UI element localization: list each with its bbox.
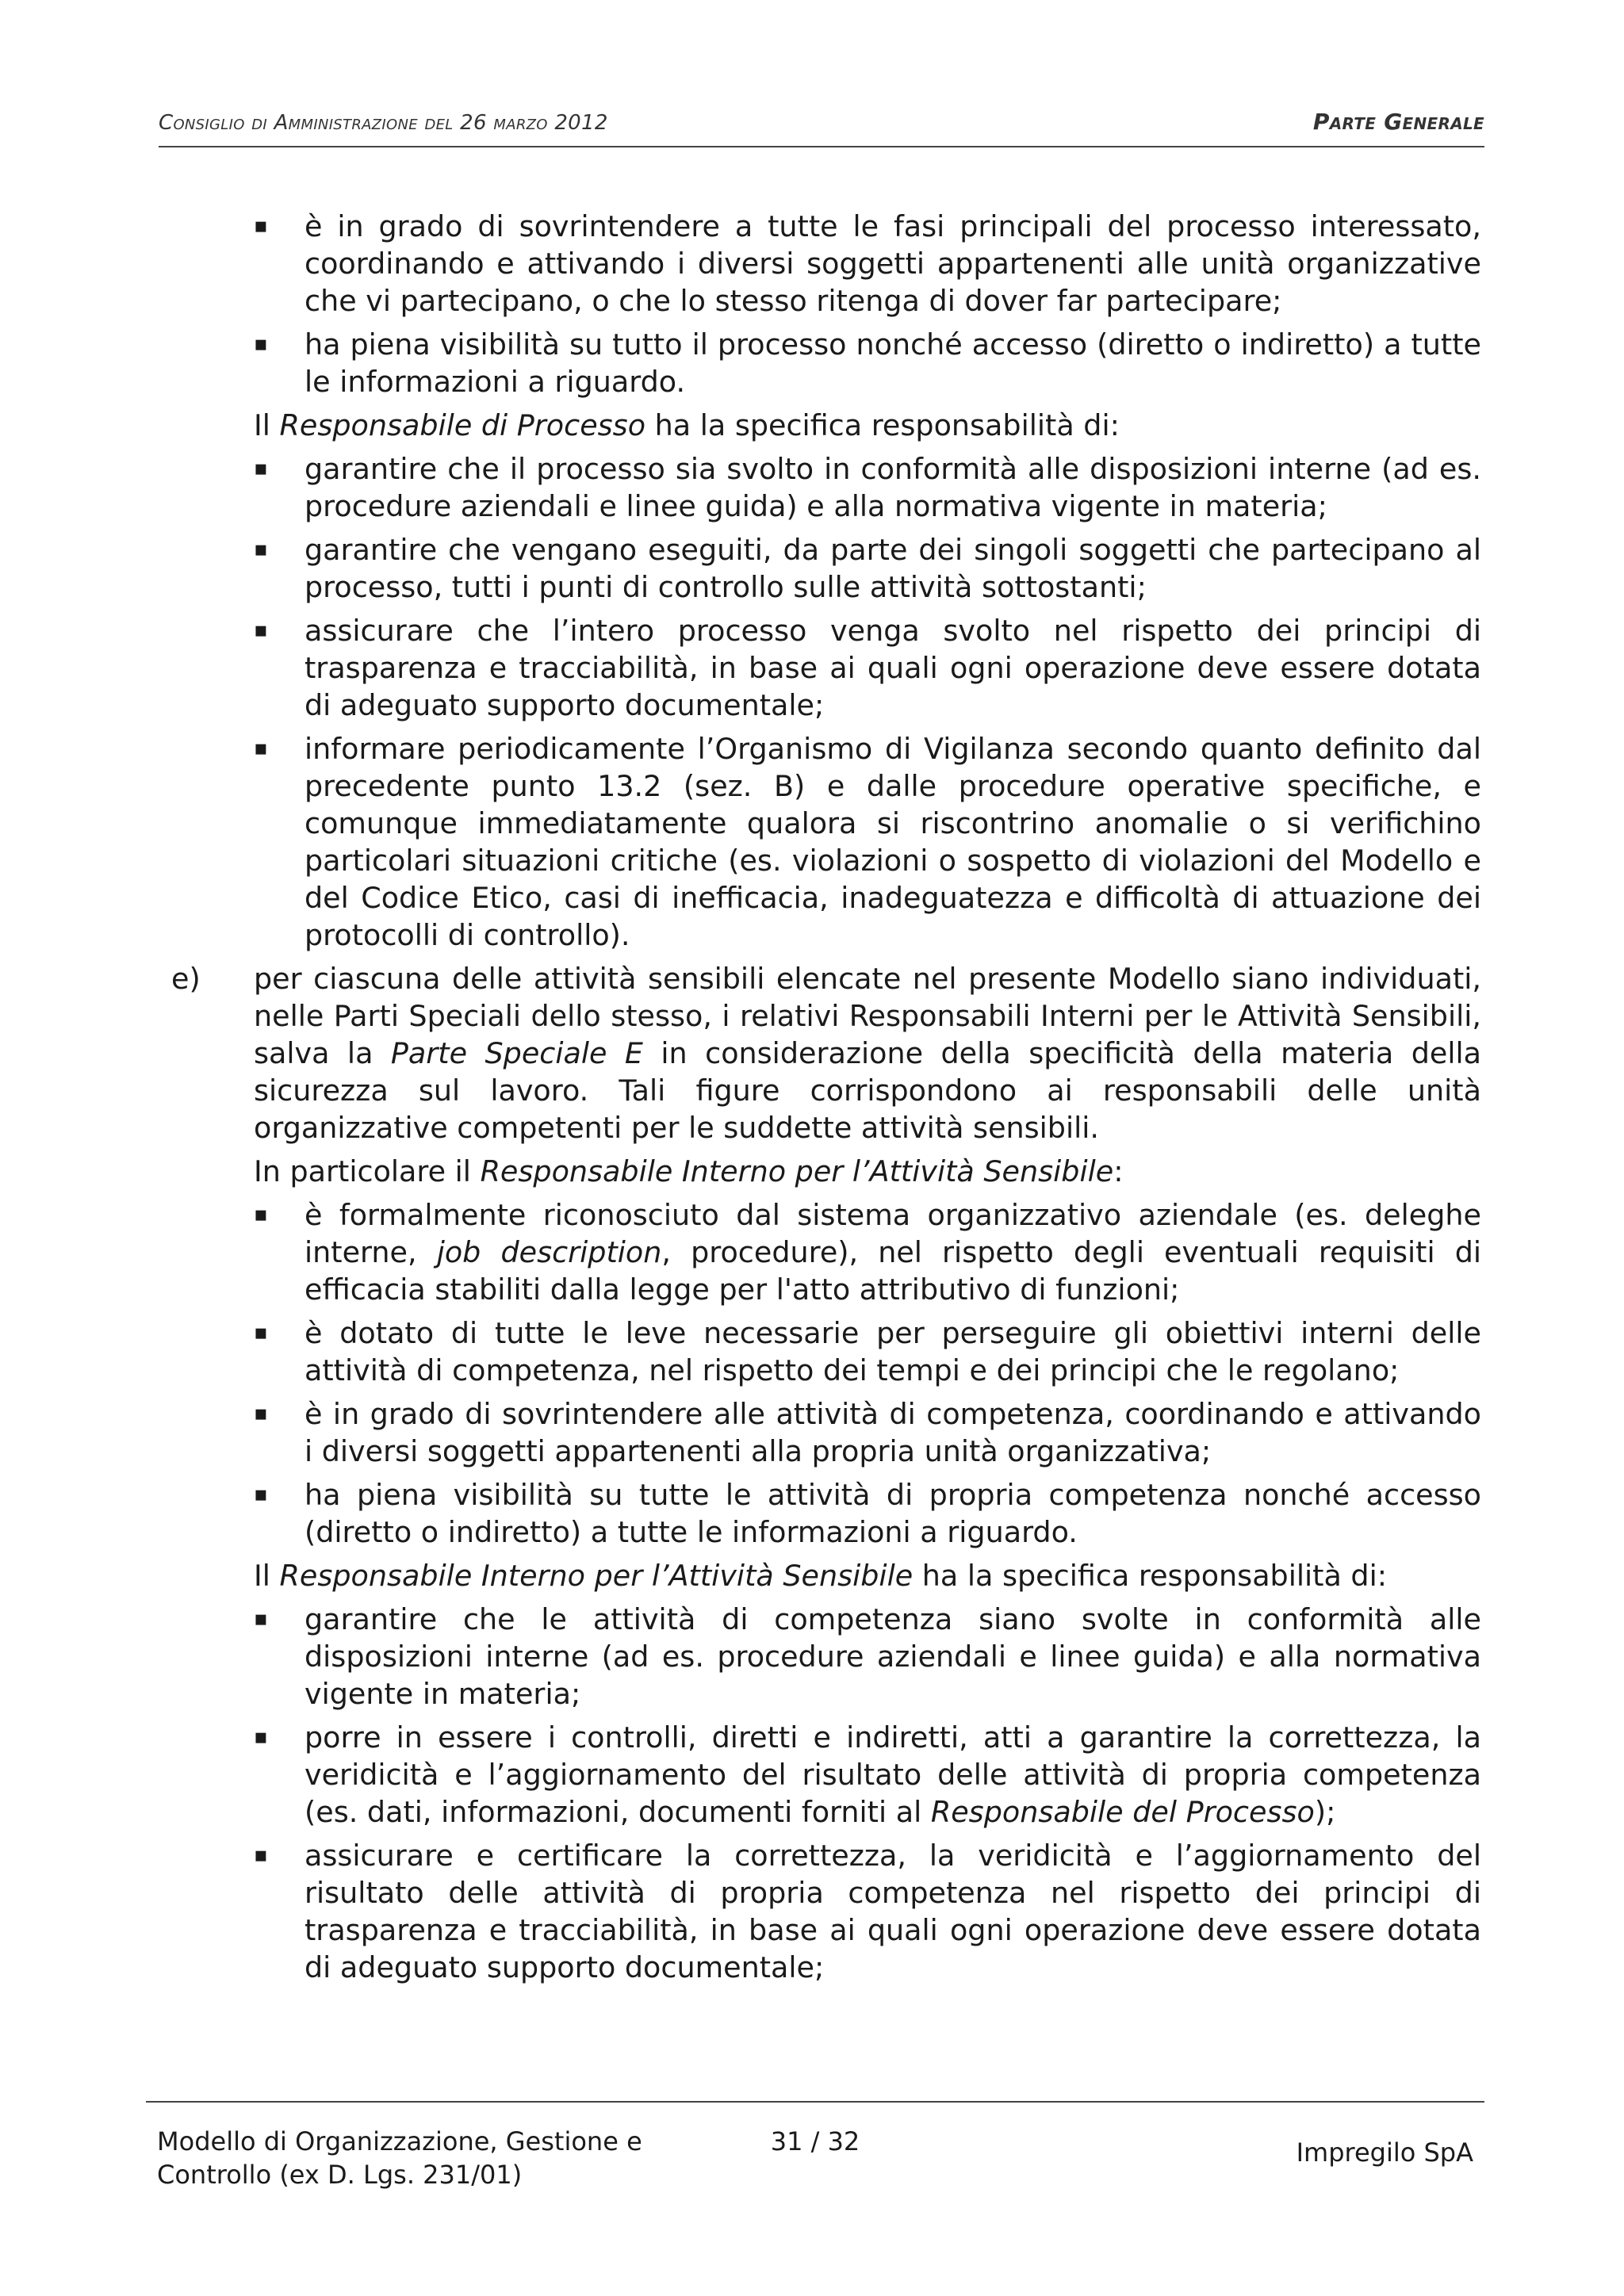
italic-term: Parte Speciale E — [390, 1036, 643, 1070]
list-item-text: è formalmente riconosciuto dal sistema organizzativo aziendale (es. deleghe interne, — [304, 1198, 1481, 1269]
list-item-text: garantire che il processo sia svolto in conformità alle disposizioni interne (ad es. procedure aziendali e linee guida) e alla normativa vigente in materia; — [304, 452, 1481, 523]
bullet-icon: ▪ — [254, 214, 268, 238]
list-item-text: garantire che le attività di competenza siano svolte in conformità alle disposizioni interne (ad es. procedure aziendali e linee guida) e alla normativa vigente in materia; — [304, 1602, 1481, 1711]
italic-term: job description — [436, 1235, 662, 1269]
list-item-text: è in grado di sovrintendere a tutte le fasi principali del processo interessato, coordinando e attivando i diversi soggetti appartenenti alle unità organizzative che vi partecipano, o che lo stesso ritenga di dover far partecipare; — [304, 209, 1481, 318]
list-item — [203, 208, 1481, 320]
page-footer — [146, 2101, 1484, 2190]
bullet-icon: ▪ — [254, 1203, 268, 1226]
bullet-icon: ▪ — [254, 332, 268, 356]
list-item-text: è in grado di sovrintendere alle attività di competenza, coordinando e attivando i diversi soggetti appartenenti alla propria unità organizzativa; — [304, 1397, 1481, 1468]
list-item-text: ha piena visibilità su tutto il processo nonché accesso (diretto o indiretto) a tutte le informazioni a riguardo. — [304, 327, 1481, 399]
paragraph-text: Il — [254, 408, 280, 442]
paragraph-text: ha la specifica responsabilità di: — [645, 408, 1120, 442]
paragraph-text: ha la specifica responsabilità di: — [913, 1559, 1388, 1593]
paragraph — [203, 407, 1481, 444]
list-item-text: informare periodicamente l’Organismo di Vigilanza secondo quanto definito dal precedente punto 13.2 (sez. B) e dalle procedure operative specifiche, e comunque immediatamente qualora si riscontrino anomalie o si verifichino particolari situazioni critiche (es. violazioni o sospetto di violazioni del Modello e del Codice Etico, casi di inefficacia, inadeguatezza e difficoltà di attuazione dei protocolli di controllo). — [304, 732, 1481, 952]
list-item — [203, 326, 1481, 400]
italic-term: Responsabile del Processo — [930, 1795, 1315, 1829]
list-item-text: assicurare che l’intero processo venga svolto nel rispetto dei principi di trasparenza e tracciabilità, in base ai quali ogni operazione deve essere dotata di adeguato supporto documentale; — [304, 614, 1481, 722]
paragraph-text: Il — [254, 1559, 280, 1593]
bullet-list — [203, 1196, 1481, 1551]
list-item — [203, 1395, 1481, 1470]
page-header — [159, 95, 1484, 147]
bullet-icon: ▪ — [254, 457, 268, 480]
list-item — [203, 1196, 1481, 1308]
list-item — [203, 1719, 1481, 1831]
list-item — [203, 1601, 1481, 1712]
footer-title-line: Controllo (ex D. Lgs. 231/01) — [157, 2160, 523, 2190]
bullet-icon: ▪ — [254, 1402, 268, 1425]
list-item-text: garantire che vengano eseguiti, da parte dei singoli soggetti che partecipano al processo, tutti i punti di controllo sulle attività sottostanti; — [304, 533, 1481, 604]
list-item — [203, 730, 1481, 954]
bullet-icon: ▪ — [254, 538, 268, 561]
footer-title-line: Modello di Organizzazione, Gestione e — [157, 2126, 642, 2156]
page-number: 31 / 32 — [770, 2126, 860, 2156]
paragraph — [203, 1153, 1481, 1190]
bullet-list — [203, 208, 1481, 400]
paragraph-text: In particolare il — [254, 1154, 481, 1188]
body-text — [171, 208, 1482, 1992]
list-item-text: porre in essere i controlli, diretti e indiretti, atti a garantire la correttezza, la veridicità e l’aggiornamento del risultato delle attività di propria competenza (es. dati, informazioni, documenti forniti al — [304, 1720, 1481, 1829]
lettered-item-e — [171, 960, 1481, 1146]
bullet-icon: ▪ — [254, 1843, 268, 1867]
header-meeting-title: Consiglio di Amministrazione del 26 marzo 2012 — [159, 111, 608, 135]
italic-term: Responsabile Interno per l’Attività Sensibile — [480, 1154, 1114, 1188]
list-item-text: ha piena visibilità su tutte le attività di propria competenza nonché accesso (diretto o indiretto) a tutte le informazioni a riguardo. — [304, 1478, 1481, 1549]
item-letter: e) — [171, 962, 201, 996]
footer-company: Impregilo SpA — [1296, 2137, 1473, 2168]
paragraph-text: : — [1113, 1154, 1124, 1188]
bullet-icon: ▪ — [254, 1321, 268, 1345]
item-text: in considerazione della specificità della materia della sicurezza sul lavoro. Tali figure corrispondono ai responsabili delle unità organizzative competenti per le suddette attività sensibili. — [254, 1036, 1481, 1145]
item-text: per ciascuna delle attività sensibili elencate nel presente Modello siano individuati, nelle Parti Speciali dello stesso, i relativi Responsabili Interni per le Attività Sensibili, salva la — [254, 962, 1481, 1070]
header-section-title: Parte Generale — [1312, 109, 1484, 135]
list-item — [203, 1314, 1481, 1389]
italic-term: Responsabile Interno per l’Attività Sensibile — [279, 1559, 914, 1593]
list-item-text: è dotato di tutte le leve necessarie per perseguire gli obiettivi interni delle attività di competenza, nel rispetto dei tempi e dei principi che le regolano; — [304, 1316, 1481, 1387]
bullet-icon: ▪ — [254, 1483, 268, 1506]
list-item — [203, 1476, 1481, 1551]
bullet-icon: ▪ — [254, 618, 268, 642]
italic-term: Responsabile di Processo — [279, 408, 646, 442]
list-item — [203, 612, 1481, 724]
list-item — [203, 450, 1481, 525]
list-item-text: assicurare e certificare la correttezza, la veridicità e l’aggiornamento del risultato delle attività di propria competenza nel rispetto dei principi di trasparenza e tracciabilità, in base ai quali ogni operazione deve essere dotata di adeguato supporto documentale; — [304, 1839, 1481, 1984]
bullet-icon: ▪ — [254, 1725, 268, 1749]
list-item — [203, 1837, 1481, 1986]
list-item — [203, 531, 1481, 606]
bullet-icon: ▪ — [254, 737, 268, 760]
bullet-list — [203, 450, 1481, 954]
paragraph — [203, 1557, 1481, 1594]
bullet-icon: ▪ — [254, 1607, 268, 1631]
list-item-text: , procedure), nel rispetto degli eventuali requisiti di efficacia stabiliti dalla legge per l'atto attributivo di funzioni; — [304, 1235, 1482, 1307]
bullet-list — [203, 1601, 1481, 1986]
list-item-text: ); — [1314, 1795, 1336, 1829]
